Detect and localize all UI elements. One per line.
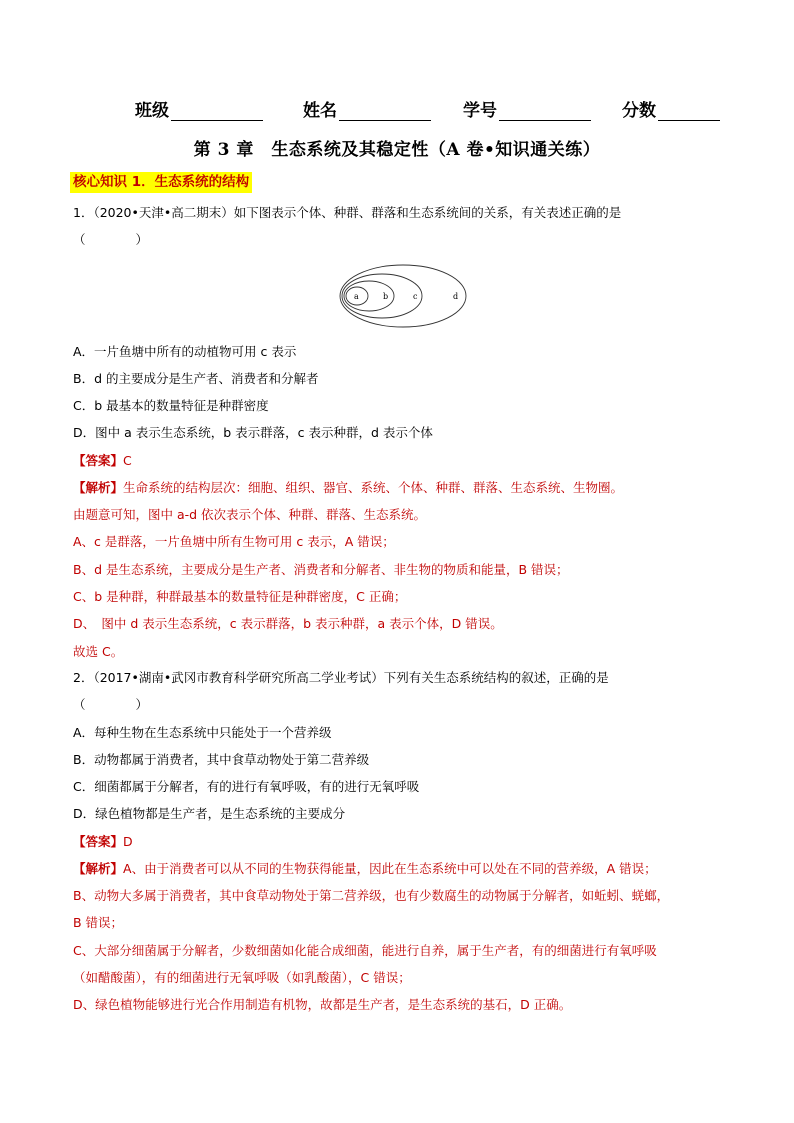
q2-analysis-line4: C、大部分细菌属于分解者，少数细菌如化能合成细菌，能进行自养，属于生产者，有的细菌进行有氧呼吸 xyxy=(73,943,657,958)
class-label: 班级 xyxy=(135,101,169,121)
q1-analysis-line7: 故选 C。 xyxy=(73,644,124,659)
q2-analysis-line1 xyxy=(73,860,657,878)
label-d: d xyxy=(453,292,459,301)
q1-analysis-line4: B、d 是生态系统，主要成分是生产者、消费者和分解者、非生物的物质和能量，B 错误； xyxy=(73,562,569,577)
q1-analysis-line2: 由题意可知，图中 a-d 依次表示个体、种群、群落、生态系统。 xyxy=(73,507,427,522)
q1-answer-value: C xyxy=(123,453,132,468)
q2-option-c: C．细菌都属于分解者，有的进行有氧呼吸，有的进行无氧呼吸 xyxy=(73,779,420,794)
q1-analysis-tag: 【解析】 xyxy=(73,480,124,495)
q1-analysis-line1 xyxy=(73,479,623,497)
q1-stem-line2: （ ） xyxy=(73,232,149,247)
score-field[interactable] xyxy=(622,96,720,121)
q2-analysis-line2: B、动物大多属于消费者，其中食草动物处于第二营养级，也有少数腐生的动物属于分解者，如蚯蚓、蜣螂， xyxy=(73,888,670,903)
q2-analysis-line5: （如醋酸菌），有的细菌进行无氧呼吸（如乳酸菌），C 错误； xyxy=(73,970,411,985)
q2-stem-line2: （ ） xyxy=(73,697,149,712)
class-field[interactable] xyxy=(135,96,263,121)
q2-analysis-line6: D、绿色植物能够进行光合作用制造有机物，故都是生产者，是生态系统的基石，D 正确。 xyxy=(73,997,572,1012)
id-blank[interactable] xyxy=(499,102,591,121)
q1-option-a: A．一片鱼塘中所有的动植物可用 c 表示 xyxy=(73,344,297,359)
section-heading: 核心知识 1．生态系统的结构 xyxy=(70,172,252,193)
score-blank[interactable] xyxy=(658,102,720,121)
q2-option-b: B．动物都属于消费者，其中食草动物处于第二营养级 xyxy=(73,752,370,767)
q1-analysis-text: 生命系统的结构层次：细胞、组织、器官、系统、个体、种群、群落、生态系统、生物圈。 xyxy=(123,480,624,495)
name-label: 姓名 xyxy=(303,101,337,121)
class-blank[interactable] xyxy=(171,102,263,121)
q1-option-c: C．b 最基本的数量特征是种群密度 xyxy=(73,398,269,413)
q1-option-d: D．图中 a 表示生态系统，b 表示群落，c 表示种群，d 表示个体 xyxy=(73,425,433,440)
q2-stem-line1: 2．（2017•湖南•武冈市教育科学研究所高二学业考试）下列有关生态系统结构的叙述，正确的是 xyxy=(73,670,609,685)
q2-option-a: A．每种生物在生态系统中只能处于一个营养级 xyxy=(73,725,332,740)
name-field[interactable] xyxy=(303,96,431,121)
q2-answer-value: D xyxy=(123,834,133,849)
q2-option-d: D．绿色植物都是生产者，是生态系统的主要成分 xyxy=(73,806,346,821)
id-field[interactable] xyxy=(463,96,591,121)
q2-answer-line xyxy=(73,833,133,851)
ellipse-d xyxy=(340,265,466,327)
q1-answer-tag: 【答案】 xyxy=(73,453,124,468)
label-b: b xyxy=(383,292,389,301)
q1-stem-line1: 1．（2020•天津•高二期末）如下图表示个体、种群、群落和生态系统间的关系，有关表述正确的是 xyxy=(73,205,622,220)
q1-answer-line xyxy=(73,452,132,470)
label-a: a xyxy=(354,292,359,301)
page-title: 第 3 章 生态系统及其稳定性（A 卷•知识通关练） xyxy=(193,140,601,160)
header-fields xyxy=(135,96,735,122)
label-c: c xyxy=(413,292,418,301)
id-label: 学号 xyxy=(463,101,497,121)
q2-answer-tag: 【答案】 xyxy=(73,834,124,849)
q2-analysis-line3: B 错误； xyxy=(73,915,124,930)
q1-analysis-line5: C、b 是种群，种群最基本的数量特征是种群密度，C 正确； xyxy=(73,589,407,604)
nested-ellipses-diagram xyxy=(338,263,468,329)
name-blank[interactable] xyxy=(339,102,431,121)
q1-analysis-line3: A、c 是群落，一片鱼塘中所有生物可用 c 表示，A 错误； xyxy=(73,534,395,549)
q1-option-b: B．d 的主要成分是生产者、消费者和分解者 xyxy=(73,371,319,386)
q2-analysis-text: A、由于消费者可以从不同的生物获得能量，因此在生态系统中可以处在不同的营养级，A 错误； xyxy=(123,861,657,876)
q2-analysis-tag: 【解析】 xyxy=(73,861,124,876)
q1-analysis-line6: D、 图中 d 表示生态系统，c 表示群落，b 表示种群，a 表示个体，D 错误。 xyxy=(73,616,503,631)
score-label: 分数 xyxy=(622,101,656,121)
